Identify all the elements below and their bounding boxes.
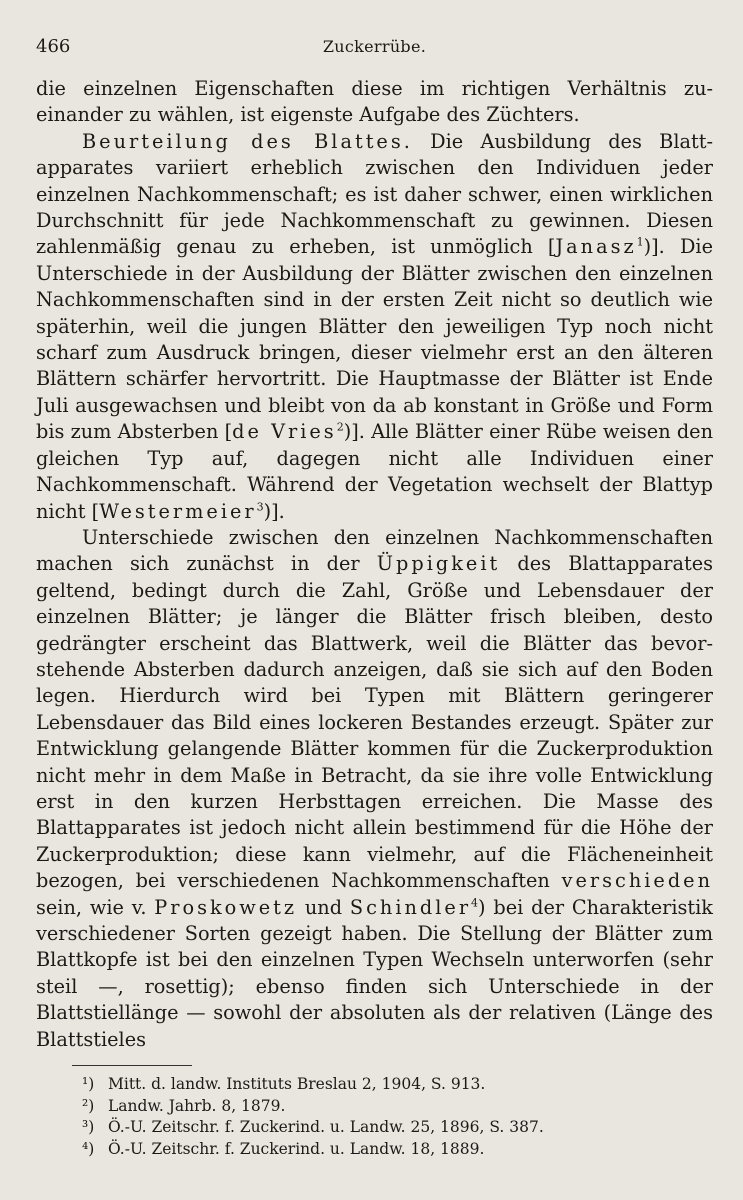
footnote-text: Ö.-U. Zeitschr. f. Zuckerind. u. Landw. 25, 1896, S. 387. (108, 1118, 544, 1137)
author-de-vries: de Vries (232, 420, 337, 444)
footnotes (36, 1074, 713, 1160)
footnote (82, 1139, 713, 1161)
footnote-mark: ²) (82, 1096, 95, 1115)
footnote-mark: ¹) (82, 1075, 95, 1094)
footnote-text: Landw. Jahrb. 8, 1879. (108, 1096, 286, 1115)
paragraph-3-text-d: ) bei der Charakteristik verschiedener Sorten gezeigt haben. Die Stellung der Blätter zum Blattkopfe ist bei den einzelnen Typen Wechseln unterworfen (sehr steil —, rosettig); ebenso finden sich Unterschiede in der Blattstiellänge — sowohl der absoluten als der relativen (Länge des Blattstieles (36, 895, 713, 1051)
paragraph-3-text-a: Unterschiede zwischen den einzelnen Nachkommenschaften machen sich zunächst in der (36, 525, 713, 576)
footnote (82, 1074, 713, 1096)
paragraph-3 (36, 525, 713, 1053)
footnote-ref-2: 2 (336, 420, 344, 434)
running-title: Zuckerrübe. (322, 37, 427, 56)
paragraph-2-text-c: )]. Alle Blätter einer Rübe weisen den gleichen Typ auf, dagegen nicht alle Individuen einer Nachkommenschaft. Während der Vegetation wechselt der Blattyp nicht [ (36, 420, 713, 523)
footnote-mark: ³) (82, 1118, 95, 1137)
paragraph-2-text-b: )]. Die Unterschiede in der Ausbildung der Blätter zwischen den einzelnen Nachkommenschaften sind in der ersten Zeit nicht so deutlich wie späterhin, weil die jungen Blätter den jeweiligen Typ noch nicht scharf zum Ausdruck bringen, dieser vielmehr erst an den älteren Blättern schärfer hervortritt. Die Hauptmasse der Blätter ist Ende Juli ausgewachsen und bleibt von da ab konstant in Größe und Form bis zum Absterben [ (36, 235, 713, 444)
paragraph-3-text-and: und (297, 895, 350, 919)
author-janasz: Janasz (555, 235, 637, 259)
author-schindler: Schindler (349, 895, 472, 919)
footnote-text: Mitt. d. landw. Instituts Breslau 2, 1904, S. 913. (108, 1075, 486, 1094)
footnote-ref-3: 3 (256, 500, 264, 514)
footnote (82, 1117, 713, 1139)
paragraph-3-text-b: des Blattapparates geltend, bedingt durch die Zahl, Größe und Lebensdauer der einzelnen Blätter; je länger die Blätter frisch bleiben, desto gedrängter erscheint das Blattwerk, weil die Blätter das bevorstehende Absterben dadurch anzeigen, daß sie sich auf den Boden legen. Hierdurch wird bei Typen mit Blättern geringerer Lebensdauer das Bild eines lockeren Bestandes erzeugt. Später zur Entwicklung gelangende Blätter kommen für die Zuckerproduktion nicht mehr in dem Maße in Betracht, da sie ihre volle Entwicklung erst in den kurzen Herbsttagen erreichen. Die Masse des Blattapparates ist jedoch nicht allein bestimmend für die Höhe der Zuckerproduktion; diese kann vielmehr, auf die Flächeneinheit bezogen, bei verschiedenen Nachkommenschaften (36, 552, 713, 893)
footnote-divider (72, 1065, 192, 1066)
paragraph-2-text-d: )]. (263, 499, 285, 523)
footnote-text: Ö.-U. Zeitschr. f. Zuckerind. u. Landw. 18, 1889. (108, 1139, 485, 1158)
page-header (36, 36, 713, 76)
author-westermeier: Westermeier (99, 499, 257, 523)
footnote-mark: ⁴) (82, 1139, 95, 1158)
emphasis-verschieden: verschieden (561, 869, 713, 893)
footnote (82, 1096, 713, 1118)
footnote-ref-4: 4 (471, 896, 479, 910)
paragraph-2-text-a: Die Ausbildung des Blattapparates variiert erheblich zwischen den Individuen jeder einzelnen Nachkommenschaft; es ist daher schwer, einen wirklichen Durchschnitt für jede Nachkommenschaft zu gewinnen. Diesen zahlenmäßig genau zu erheben, ist unmöglich [ (36, 129, 713, 259)
emphasis-ueppigkeit: Üppigkeit (376, 552, 501, 576)
page-number: 466 (36, 36, 71, 57)
paragraph-2 (36, 129, 713, 525)
author-proskowetz: Proskowetz (154, 895, 298, 919)
main-text (36, 76, 713, 1053)
footnote-ref-1: 1 (636, 236, 644, 250)
paragraph-3-text-c: sein, wie v. (36, 895, 155, 919)
section-lead: Beurteilung des Blattes. (82, 129, 413, 153)
paragraph-1: die einzelnen Eigenschaften diese im richtigen Verhältnis zueinander zu wählen, ist eigenste Aufgabe des Züchters. (36, 77, 713, 127)
